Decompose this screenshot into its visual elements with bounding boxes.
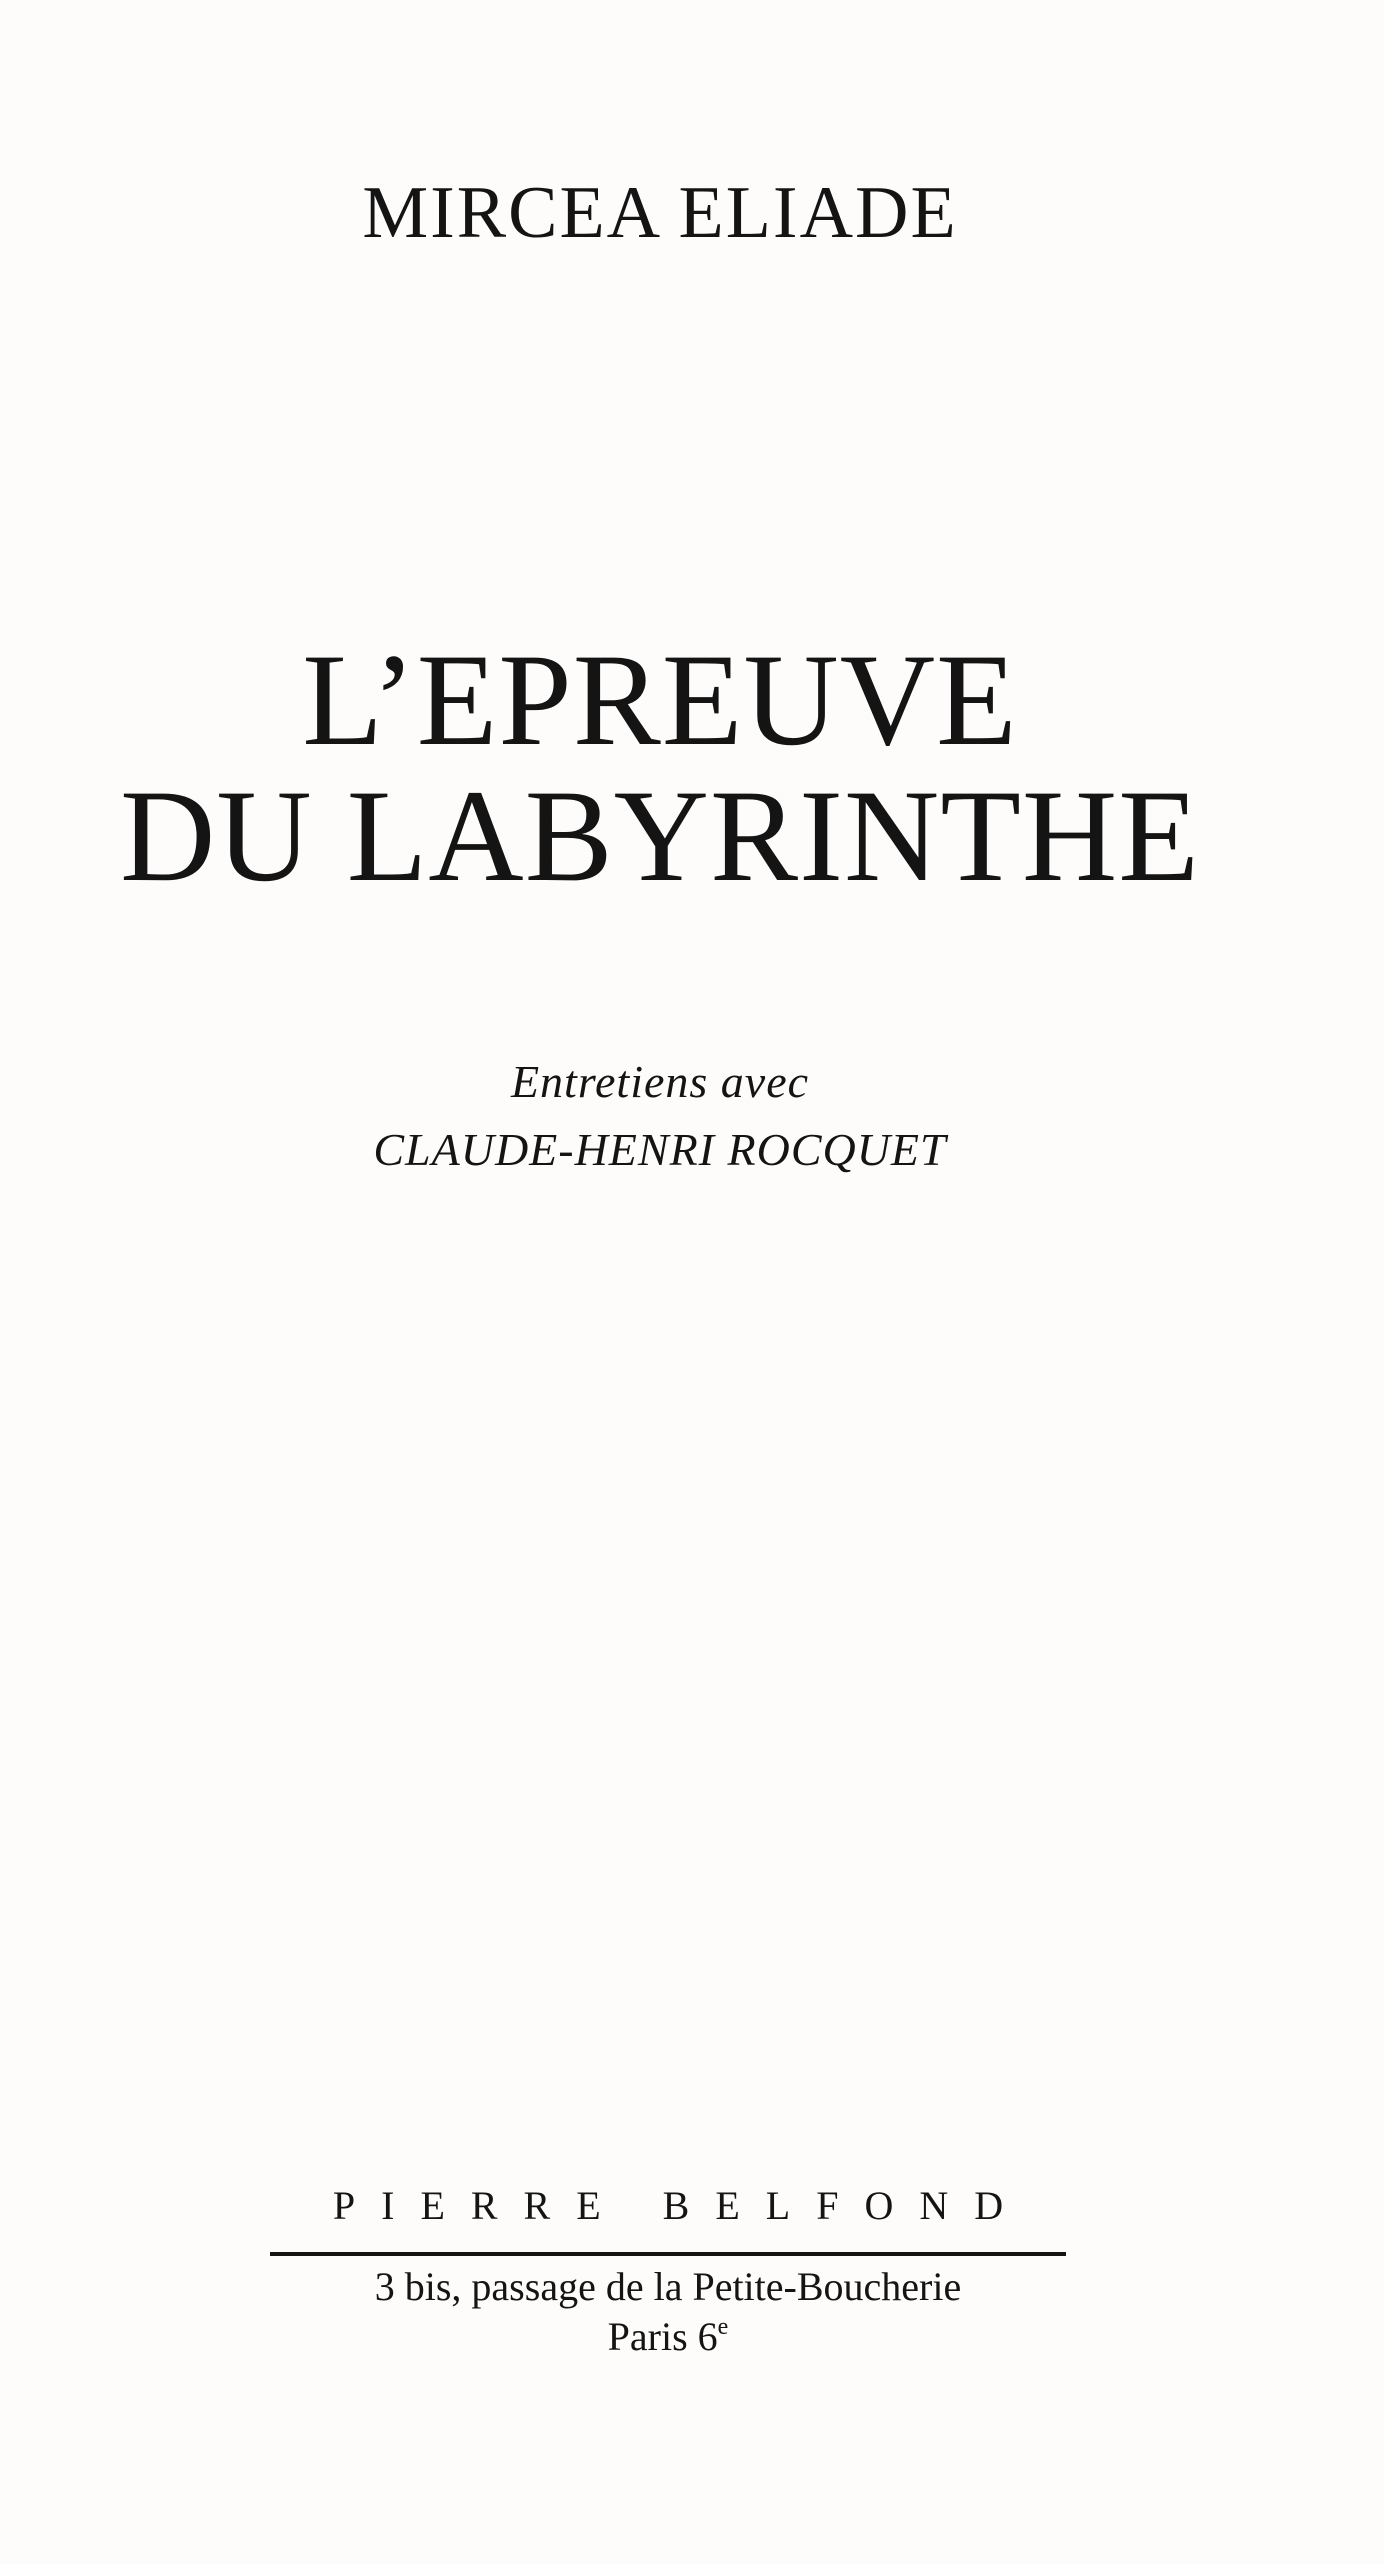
publisher-rule <box>270 2252 1066 2256</box>
title-line-2: DU LABYRINTHE <box>120 762 1200 909</box>
address-city: Paris 6 <box>607 2314 718 2359</box>
publisher-address <box>270 2262 1066 2362</box>
address-city-line <box>270 2312 1066 2362</box>
title-line-1: L’EPREUVE <box>302 626 1018 773</box>
interviewer-name: CLAUDE-HENRI ROCQUET <box>373 1124 947 1175</box>
author-name: MIRCEA ELIADE <box>362 172 958 254</box>
book-title <box>0 626 1320 909</box>
address-street: 3 bis, passage de la Petite-Boucherie <box>374 2264 962 2309</box>
address-city-suffix: e <box>717 2314 729 2340</box>
subtitle-intro: Entretiens avec <box>510 1056 810 1107</box>
publisher-block <box>270 2183 1066 2362</box>
publisher-name: PIERRE BELFOND <box>332 2183 1030 2228</box>
subtitle <box>0 1048 1320 1184</box>
